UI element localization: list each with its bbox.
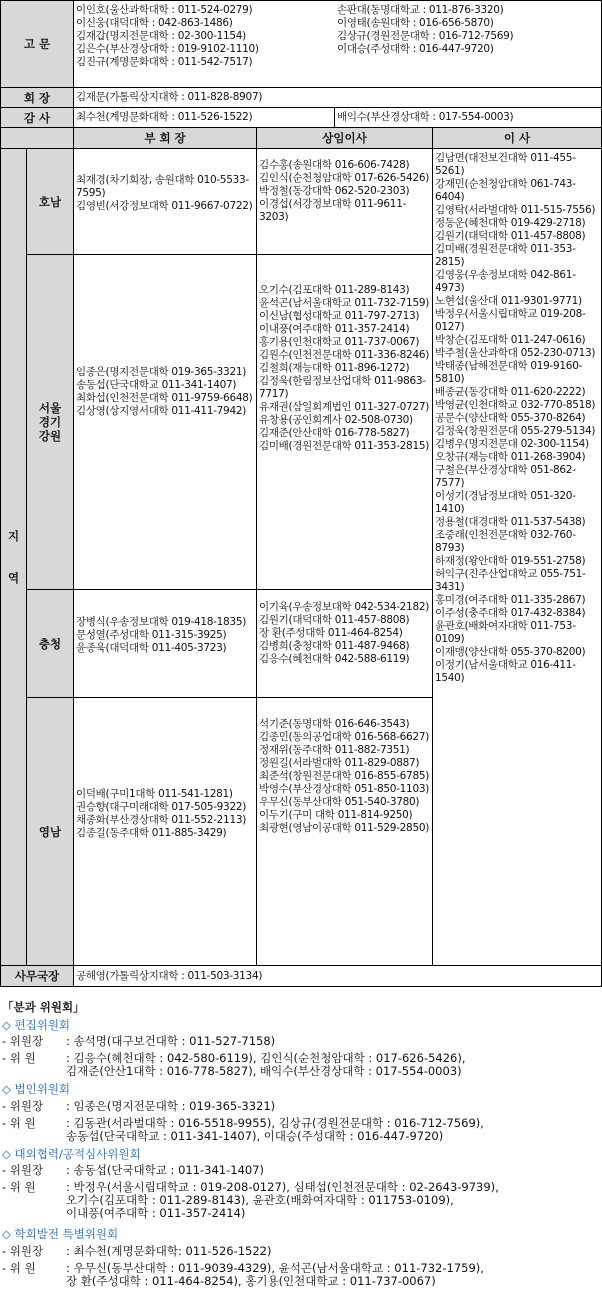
member-value: : 김응수(혜천대학 : 042-580-6119), 김인식(순천청암대학 : 017-626-5426), 김재준(안산1대학 : 016-778-5827), 배익수(부산경상대학 : 017-554-0003) <box>66 1051 466 1078</box>
header-director: 이 사 <box>503 131 531 145</box>
grid-line <box>432 127 433 966</box>
member-value: : 우무신(동부산대학 : 011-9039-4329), 윤석곤(남서울대학교 : 011-732-1759), 장 환(주성대학 : 011-464-8254), 홍기용(인천대학교 : 011-737-0067) <box>66 1261 484 1288</box>
member-label: - 위 원 <box>2 1116 36 1130</box>
committee-chair-row <box>2 1245 271 1258</box>
region-name-honam: 호남 <box>38 194 62 209</box>
chair-label: - 위원장 <box>2 1034 44 1048</box>
grid-line <box>0 965 602 966</box>
chair-label: - 위원장 <box>2 1099 44 1113</box>
region-name-yeongnam: 영남 <box>38 824 62 839</box>
committees-title: 「분과 위원회」 <box>2 1000 85 1014</box>
secretary-value: 공해영(가톨릭상지대학 : 011-503-3134) <box>76 970 263 982</box>
grid-line <box>73 0 74 987</box>
standing-list-yeongnam: 석기준(동명대학 016-646-3543) 김종민(동의공업대학 016-568-6627) 정재위(동주대학 011-882-7351) 정원길(서라벌대학 011-829-0887) 최준석(창원전문대학 016-855-6785) 박영수(부산경상대학 051-850-1103) 우무신(동부산대학 051-540-3780) 이두기(구미 대학 011-814-9250) 최광현(영남이공대학 011-529-2850) <box>259 718 429 834</box>
president-value: 김재문(가톨릭상지대학 : 011-828-8907) <box>76 91 263 103</box>
committee-name-editorial: ◇ 편집위원회 <box>2 1018 71 1032</box>
member-value: : 박정우(서울시립대학교 : 019-208-0127), 심태섭(인천전문대학 : 02-2643-9739), 오기수(김포대학 : 011-289-8143), 윤관호(배화여자대학 : 011753-0109), 이내풍(여주대학 : 011-357-2414) <box>66 1180 499 1220</box>
standing-list-honam: 김수홍(송원대학 016-606-7428) 김인식(순천청암대학 017-626-5426) 박정철(동강대학 062-520-2303) 이경섭(서강정보대학 011-9611-3203) <box>259 159 429 223</box>
auditor-value-2: 배익수(부산경상대학 : 017-554-0003) <box>337 111 514 123</box>
auditor-value-1: 최수천(계명문화대학 : 011-526-1522) <box>76 111 253 123</box>
committee-name-external: ◇ 대외협력/공적심사위원회 <box>2 1147 141 1161</box>
advisor-list-right: 손판대(동명대학교 : 011-876-3320) 이영태(송원대학 : 016-656-5870) 김상규(경원전문대학 : 016-712-7569) 이대승(주성대학 : 016-447-9720) <box>337 4 514 55</box>
member-label: - 위 원 <box>2 1180 36 1194</box>
grid-line <box>256 127 257 966</box>
grid-line <box>334 107 335 127</box>
committee-name-corporate: ◇ 법인위원회 <box>2 1082 71 1096</box>
committee-member-row <box>2 1262 484 1288</box>
committee-member-row <box>2 1052 466 1078</box>
chair-value: : 송동섭(단국대학교 : 011-341-1407) <box>66 1163 265 1177</box>
grid-line <box>26 254 432 255</box>
advisor-label: 고 문 <box>23 37 51 51</box>
chair-value: : 임종은(명지전문대학 : 019-365-3321) <box>66 1099 276 1113</box>
grid-line <box>0 87 602 88</box>
region-name-seoul: 서울 경기 강원 <box>38 401 62 443</box>
grid-line <box>0 0 602 1</box>
committee-chair-row <box>2 1100 275 1113</box>
advisor-list-left: 이인호(울산과학대학 : 011-524-0279) 이신웅(대덕대학 : 042-863-1486) 김재갑(명지전문대학 : 02-300-1154) 김은수(부산경상대학 : 019-9102-1110) 김진규(계명문화대학 : 011-542-7517) <box>76 4 259 68</box>
vice-list-yeongnam: 이덕배(구미1대학 011-541-1281) 권승향(대구미래대학 017-505-9322) 채종화(부산경상대학 011-552-2113) 김종길(동주대학 011-885-3429) <box>76 788 246 839</box>
region-name-chungcheong: 충청 <box>38 636 62 651</box>
member-label: - 위 원 <box>2 1261 36 1275</box>
committee-member-row <box>2 1181 499 1220</box>
region-label: 지 역 <box>7 529 20 585</box>
grid-line <box>0 148 602 149</box>
committee-chair-row <box>2 1164 264 1177</box>
member-value: : 김동관(서라벌대학 : 016-5518-9955), 김상규(경원전문대학 : 016-712-7569), 송동섭(단국대학교 : 011-341-1407), 이대승(주성대학 : 016-447-9720) <box>66 1116 484 1143</box>
grid-line <box>26 589 432 590</box>
member-label: - 위 원 <box>2 1051 36 1065</box>
grid-line <box>0 986 602 987</box>
standing-list-chungcheong: 이기육(우송정보대학 042-534-2182) 김원기(대덕대학 011-457-8808) 장 환(주성대학 011-464-8254) 김병희(충청대학 011-487-9468) 김응수(혜천대학 042-588-6119) <box>259 601 429 665</box>
vice-list-honam: 최재경(차기회장, 송원대학 010-5533-7595) 김영빈(서강정보대학 011-9667-0722) <box>76 174 253 212</box>
chair-label: - 위원장 <box>2 1244 44 1258</box>
standing-list-seoul: 오기수(김포대학 011-289-8143) 윤석곤(남서울대학교 011-732-7159) 이신남(협성대학교 011-797-2713) 이내풍(여주대학 011-357-2414) 홍기용(인천대학교 011-737-0067) 김원수(인천전문대학 011-336-8246) 김철희(재능대학 011-896-1272) 김정욱(한림정보산업대학 011-9863-7717) 유재권(삼일회계법인 011-327-0727) 유창용(공인회계사 02-508-0730) 김재준(안산대학 016-778-5827) 김미배(경원전문대학 011-353-2815) <box>259 284 429 452</box>
chair-value: : 최수천(계명문화대학: 011-526-1522) <box>66 1244 272 1258</box>
president-label: 회 장 <box>23 90 51 105</box>
header-standing-director: 상임이사 <box>322 131 367 145</box>
vice-list-chungcheong: 장병식(우송정보대학 019-418-1835) 문성열(주성대학 011-315-3925) 윤종욱(대덕대학 011-405-3723) <box>76 616 246 654</box>
committee-name-development: ◇ 학회발전 특별위원회 <box>2 1227 119 1241</box>
committee-member-row <box>2 1117 484 1143</box>
vice-list-seoul: 임종은(명지전문대학 019-365-3321) 송동섭(단국대학교 011-341-1407) 최화섭(인천전문대학 011-9759-6648) 김상영(상지영서대학 011-411-7942) <box>76 366 253 417</box>
secretary-label: 사무국장 <box>14 969 60 983</box>
committee-chair-row <box>2 1035 275 1048</box>
grid-line <box>26 697 432 698</box>
chair-label: - 위원장 <box>2 1163 44 1177</box>
chair-value: : 송석명(대구보건대학 : 011-527-7158) <box>66 1034 276 1048</box>
header-vice-president: 부 회 장 <box>144 131 186 145</box>
grid-line <box>0 107 602 108</box>
auditor-label: 감 사 <box>23 110 51 125</box>
director-list: 김남면(대전보건대학 011-455-5261) 강재민(순천청암대학 061-743-6404) 김영탁(서라벌대학 011-515-7556) 정동운(혜천대학 019-429-2718) 김원기(대덕대학 011-457-8808) 김미배(경원전문대학 011-353-2815) 김영웅(우송정보대학 042-861-4973) 노현섭(울산대 011-9301-9771) 박정우(서울시립대학교 019-208-0127) 박창순(김포대학 011-247-0616) 박주철(울산과학대 052-230-0713) 박태종(남해전문대학 019-9160-5810) 배종균(동강대학 011-620-2222) 박영균(인천대학교 032-770-8518) 공문수(양산대학 055-370-8264) 김정욱(창원전문대 055-279-5134) 김병우(명지전문대 02-300-1154) 오창규(재능대학 011-268-3904) 구철은(부산경상대학 051-862-7577) 이성기(경남정보대학 051-320-1410) 정용철(대경대학 011-537-5438) 조중래(인천전문대학 032-760-8793) 하재정(왕안대학 019-551-2758) 허익구(진주산업대학교 055-751-3431) 홍미경(여주대학 011-335-2867) 이주성(충주대학 017-432-8384) 윤관호(배화여자대학 011-753-0109) 이재맹(양산대학 055-370-8200) 이정기(남서울대학교 016-411-1540) <box>435 152 596 684</box>
